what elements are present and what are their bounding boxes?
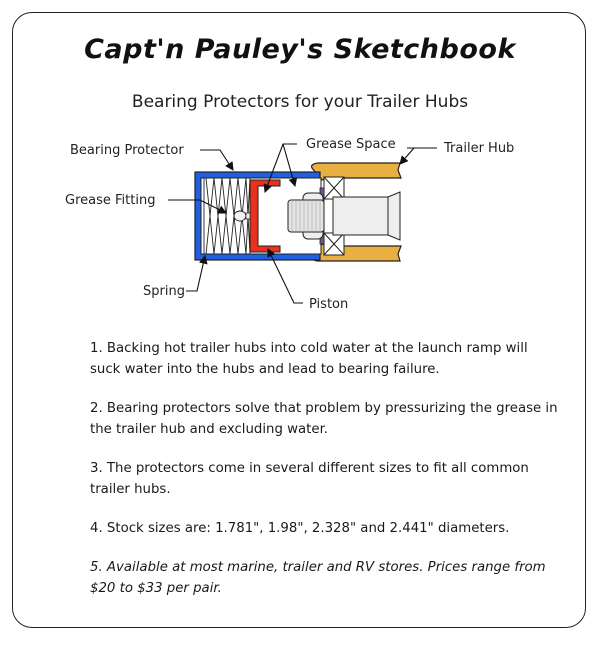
bearing-bottom: [324, 233, 344, 255]
label-spring: Spring: [143, 284, 185, 299]
note-item: 2. Bearing protectors solve that problem by pressurizing the grease in the trailer hub and excluding water.: [90, 401, 558, 437]
bearing-top: [324, 177, 344, 199]
page-subtitle: Bearing Protectors for your Trailer Hubs: [131, 92, 469, 112]
spindle-flare: [388, 192, 400, 240]
label-grease-fitting: Grease Fitting: [65, 193, 156, 208]
label-grease-space: Grease Space: [306, 137, 396, 152]
label-piston: Piston: [309, 297, 349, 312]
note-item: 1. Backing hot trailer hubs into cold water at the launch ramp will suck water into the hubs and lead to bearing failure.: [90, 341, 528, 377]
notes-list: [90, 338, 560, 617]
spindle-threads: [288, 200, 324, 232]
label-trailer-hub: Trailer Hub: [444, 141, 515, 156]
spindle: [333, 197, 388, 235]
label-bearing-protector: Bearing Protector: [70, 143, 184, 158]
note-item: 4. Stock sizes are: 1.781", 1.98", 2.328" and 2.441" diameters.: [90, 521, 510, 536]
note-item: 5. Available at most marine, trailer and RV stores. Prices range from $20 to $33 per pair.: [90, 560, 546, 596]
page-title: Capt'n Pauley's Sketchbook: [84, 34, 516, 65]
bearing-protector-diagram: [0, 120, 600, 320]
note-item: 3. The protectors come in several different sizes to fit all common trailer hubs.: [90, 461, 529, 497]
grease-fitting-shape: [234, 211, 246, 221]
